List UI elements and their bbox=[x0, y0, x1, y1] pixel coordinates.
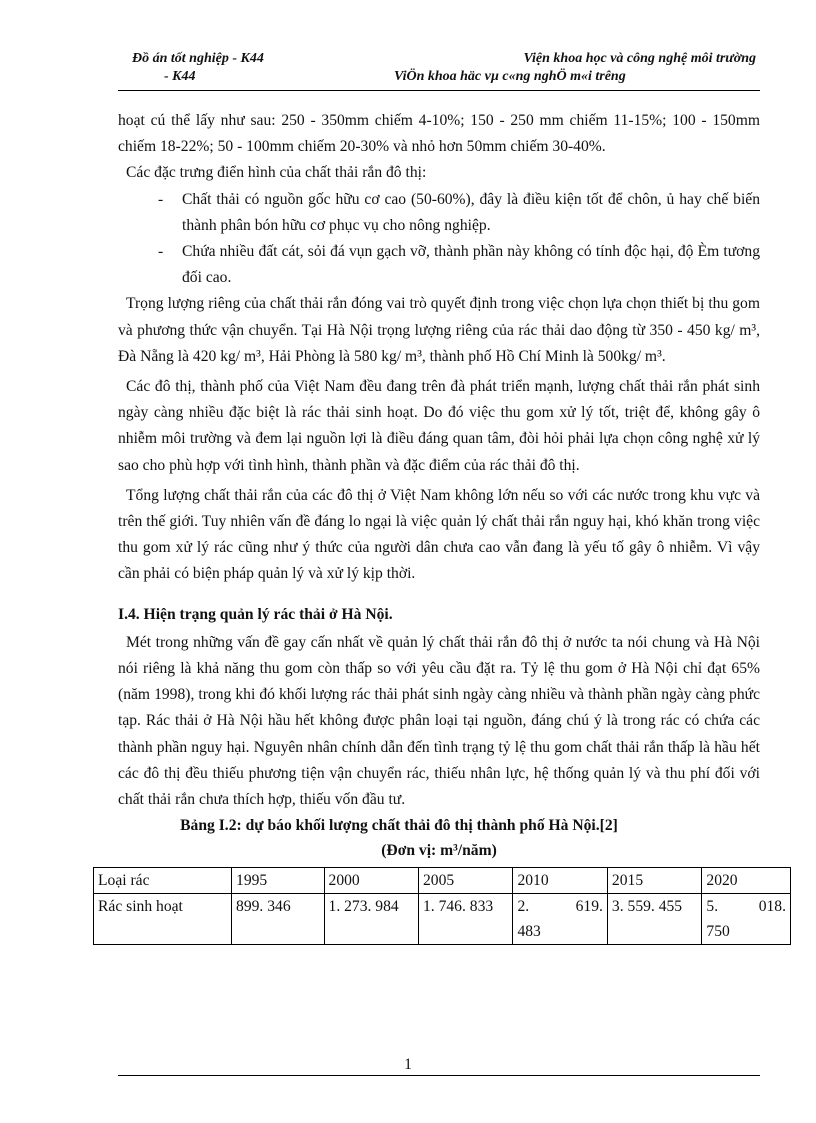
table-cell: 899. 346 bbox=[232, 894, 324, 945]
bullet-text-organic: Chất thải có nguồn gốc hữu cơ cao (50-60%), đây là điều kiện tốt để chôn, ủ hay chế biến thành phân bón hữu cơ phục vụ cho nông nghiệp. bbox=[182, 190, 760, 234]
table-caption: Bảng I.2: dự báo khối lượng chất thải đô thị thành phố Hà Nội.[2] bbox=[180, 817, 618, 835]
table-cell-line: 2. 619. bbox=[517, 898, 603, 916]
footer-rule bbox=[118, 1075, 760, 1076]
bullet-marker: - bbox=[158, 243, 164, 261]
bullet-item bbox=[118, 187, 760, 239]
paragraph-density: Trọng lượng riêng của chất thải rắn đóng vai trò quyết định trong việc chọn lựa chọn thiết bị thu gom và phương thức vận chuyển. Tại Hà Nội trọng lượng riêng của rác thải dao động từ 350 - 450 kg/ m³, Đà Nẵng là 420 kg/ m³, Hải Phòng là 580 kg/ m³, thành phố Hồ Chí Minh là 500kg/ m³. bbox=[118, 295, 760, 365]
table-cell bbox=[702, 894, 791, 945]
table-header-cell: 2000 bbox=[324, 868, 418, 894]
paragraph-characteristics-intro: Các đặc trưng điển hình của chất thải rắn đô thị: bbox=[126, 164, 427, 182]
paragraph-size-distribution: hoạt cú thể lấy như sau: 250 - 350mm chiếm 4-10%; 150 - 250 mm chiếm 11-15%; 100 - 150mm chiếm 18-22%; 50 - 100mm chiếm 20-30% và nhỏ hơn 50mm chiếm 30-40%. bbox=[118, 112, 760, 156]
table-cell-line: 483 bbox=[517, 923, 541, 941]
table-header-cell: 1995 bbox=[232, 868, 324, 894]
header-right-line2: ViÖn khoa häc vµ c«ng nghÖ m«i trêng bbox=[394, 69, 626, 84]
paragraph-urban-growth: Các đô thị, thành phố của Việt Nam đều đang trên đà phát triển mạnh, lượng chất thải rắn phát sinh ngày càng nhiều đặc biệt là rác thải sinh hoạt. Do đó việc thu gom xử lý tốt, triệt để, không gây ô nhiễm môi trường và đem lại nguồn lợi là điều đáng quan tâm, đòi hỏi phải lựa chọn công nghệ xử lý sao cho phù hợp với tình hình, thành phần và đặc điểm của rác thải đô thị. bbox=[118, 378, 760, 474]
bullet-marker: - bbox=[158, 190, 164, 208]
table-cell: 1. 746. 833 bbox=[418, 894, 512, 945]
table-cell: 3. 559. 455 bbox=[607, 894, 701, 945]
paragraph-total-waste: Tổng lượng chất thải rắn của các đô thị ở Việt Nam không lớn nếu so với các nước trong khu vực và trên thế giới. Tuy nhiên vấn đề đáng lo ngại là việc quản lý chất thải rắn nguy hại, khó khăn trong việc thu gom xử lý rác cũng như ý thức của người dân chưa cao vẫn đang là yếu tố gây ô nhiễm. Vì vậy cần phải có biện pháp quản lý và xử lý kịp thời. bbox=[118, 486, 760, 583]
bullet-item bbox=[118, 239, 760, 291]
table-unit: (Đơn vị: m³/năm) bbox=[381, 842, 497, 860]
forecast-table bbox=[93, 867, 791, 945]
table-cell: 1. 273. 984 bbox=[324, 894, 418, 945]
table-header-cell: Loại rác bbox=[94, 868, 232, 894]
table-header-cell: 2005 bbox=[418, 868, 512, 894]
table-cell-label: Rác sinh hoạt bbox=[94, 894, 232, 945]
document-body bbox=[98, 108, 786, 945]
header-rule bbox=[118, 90, 760, 91]
table-cell-line: 5. 018. bbox=[706, 898, 786, 916]
page-header bbox=[118, 48, 758, 94]
page-number: 1 bbox=[404, 1056, 412, 1073]
table-header-cell: 2020 bbox=[702, 868, 791, 894]
bullet-text-soil: Chứa nhiều đất cát, sỏi đá vụn gạch vỡ, thành phần này không có tính độc hại, độ Èm tương đối cao. bbox=[182, 243, 760, 287]
table-header-cell: 2010 bbox=[513, 868, 607, 894]
header-left-line2: - K44 bbox=[164, 69, 196, 84]
table-cell-line: 750 bbox=[706, 923, 730, 941]
header-left-line1: Đồ án tốt nghiệp - K44 bbox=[132, 51, 264, 66]
table-cell bbox=[513, 894, 607, 945]
table-header-row bbox=[94, 868, 791, 894]
paragraph-hanoi-status: Mét trong những vấn đề gay cấn nhất về quản lý chất thải rắn đô thị ở nước ta nói chung và Hà Nội nói riêng là khả năng thu gom còn thấp so với yêu cầu đặt ra. Tỷ lệ thu gom ở Hà Nội chỉ đạt 65% (năm 1998), trong khi đó khối lượng rác thải phát sinh ngày càng nhiều và thành phần ngày càng phức tạp. Rác thải ở Hà Nội hầu hết không được phân loại tại nguồn, đáng chú ý là trong rác có chứa các thành phần nguy hại. Nguyên nhân chính dẫn đến tình trạng tỷ lệ thu gom chất thải rắn thấp là hầu hết các đô thị đều thiếu phương tiện vận chuyển rác, thiếu nhân lực, hệ thống quản lý và thu phí đối với chất thải rắn chưa thích hợp, thiếu vốn đầu tư. bbox=[118, 633, 760, 809]
table-row bbox=[94, 894, 791, 945]
table-header-cell: 2015 bbox=[607, 868, 701, 894]
section-heading: I.4. Hiện trạng quản lý rác thải ở Hà Nội. bbox=[118, 605, 393, 623]
header-right-line1: Viện khoa học và công nghệ môi trường bbox=[523, 51, 756, 66]
